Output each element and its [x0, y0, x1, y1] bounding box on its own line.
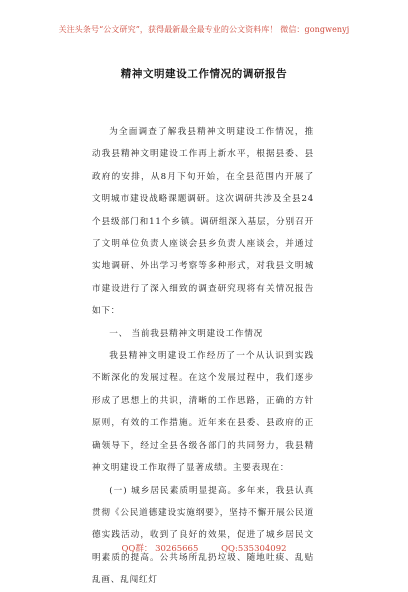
- footer-qq-number: QQ:535304092: [221, 544, 287, 554]
- paragraph-subsection-1: (一) 城乡居民素质明显提高。多年来，我县认真贯彻《公民道德建设实施纲要》，坚持不懈开展公民道德实践活动，收到了良好的效果，促进了城乡居民文明素质的提高。公共场所乱扔垃圾、随地吐痰、乱贴乱画、乱闯红灯: [92, 485, 314, 586]
- paragraph-intro: 为全面调查了解我县精神文明建设工作情况，推动我县精神文明建设工作再上新水平，根据县委、县政府的安排，从8月下旬开始，在全县范围内开展了文明城市建设战略课题调研。这次调研共涉及全县24个县级部门和11个乡镇。调研组深入基层，分别召开了文明单位负责人座谈会县乡负责人座谈会，并通过实地调研、外出学习考察等多种形式，对我县文明城市建设进行了深入细致的调查研究现将有关情况报告如下：: [92, 127, 314, 317]
- section-heading: 一、 当前我县精神文明建设工作情况: [109, 328, 264, 339]
- footer-qq-group: QQ群： 30265665: [121, 544, 199, 554]
- header-banner: 关注头条号“公文研究”，获得最新最全最专业的公文资料库！ 微信：gongwenyj: [58, 25, 350, 34]
- document-title: 精神文明建设工作情况的调研报告: [120, 68, 288, 80]
- paragraph-overview: 我县精神文明建设工作经历了一个从认识到实践不断深化的发展过程。在这个发展过程中，我们逐步形成了思想上的共识，清晰的工作思路，正确的方针原则，有效的工作措施。近年来在县委、县政府的正确领导下，经过全县各级各部门的共同努力，我县精神文明建设工作取得了显著成绩。主要表现在：: [92, 351, 314, 474]
- footer-banner: [0, 542, 408, 554]
- document-body: [92, 121, 314, 592]
